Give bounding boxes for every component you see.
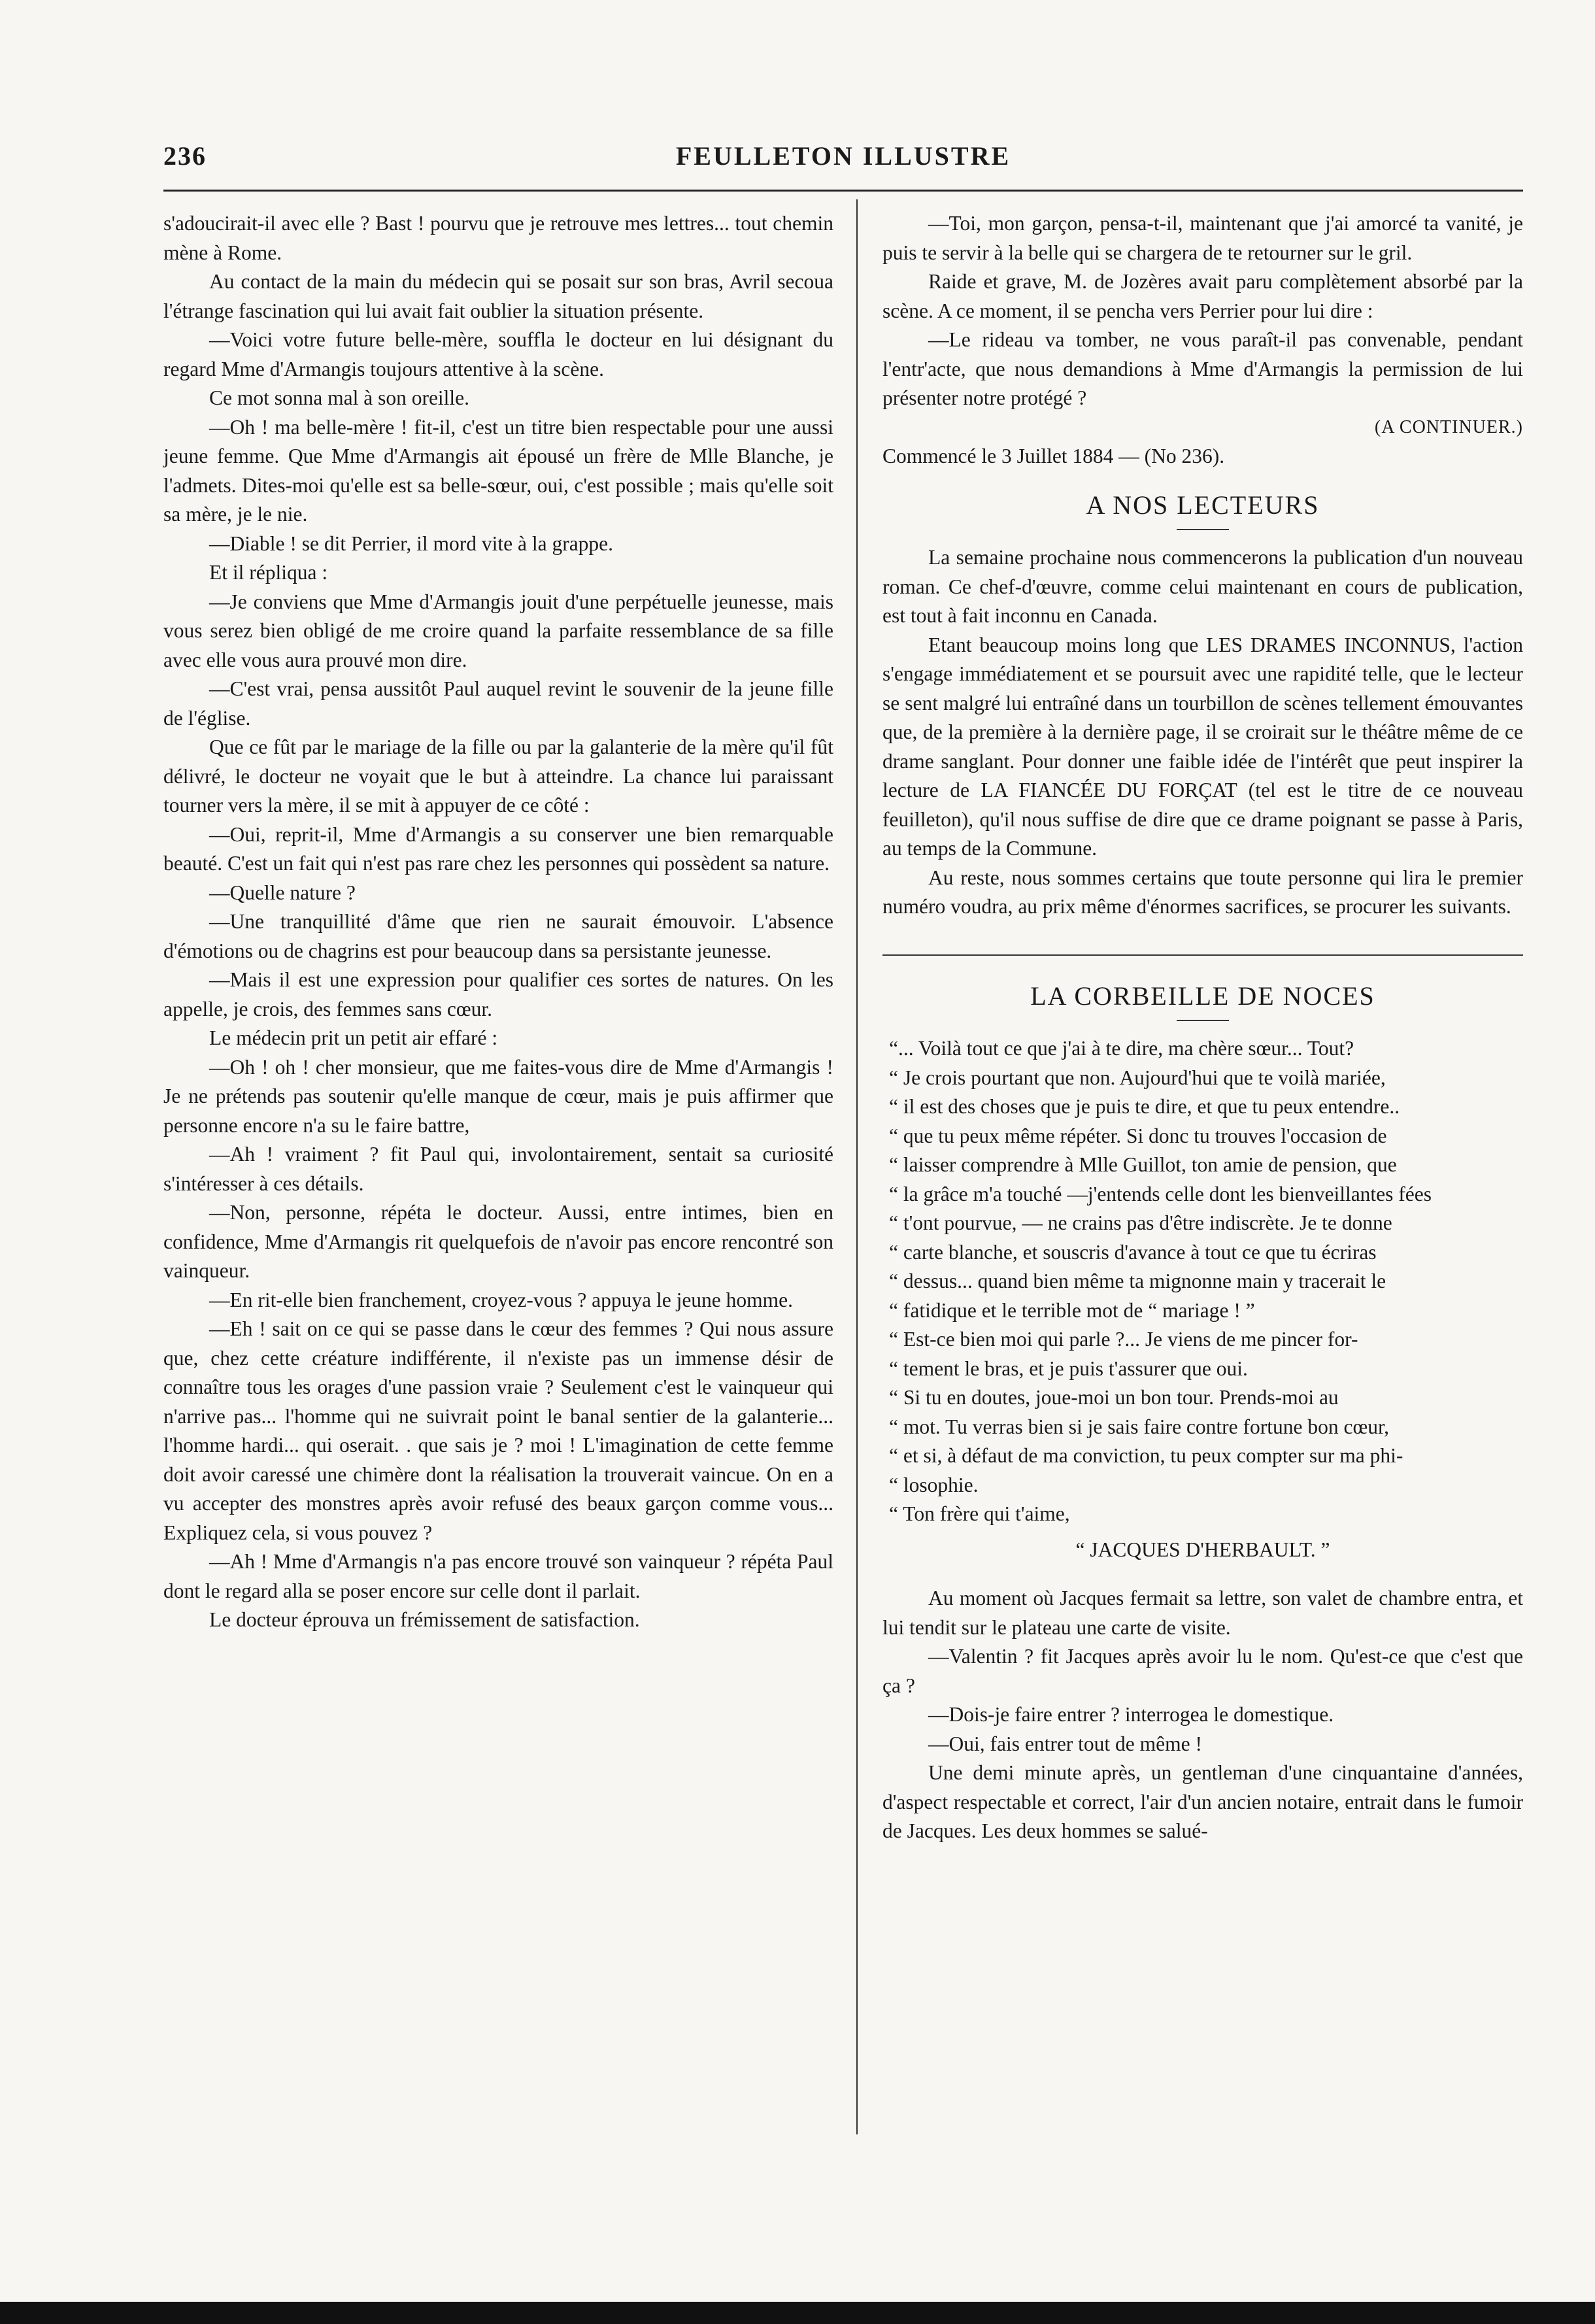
right-column [882,209,1523,1846]
paragraph: —Valentin ? fit Jacques après avoir lu le nom. Qu'est-ce que c'est que ça ? [882,1645,1523,1697]
letter-line: “ Est-ce bien moi qui parle ?... Je viens de me pincer for- [889,1328,1358,1351]
paragraph: —Oui, reprit-il, Mme d'Armangis a su conserver une bien remarquable beauté. C'est un fait qui n'est pas rare chez les personnes qui possèdent sa nature. [163,822,833,875]
paragraph: —C'est vrai, pensa aussitôt Paul auquel revint le souvenir de la jeune fille de l'église. [163,677,833,730]
letter-line: “... Voilà tout ce que j'ai à te dire, ma chère sœur... Tout? [889,1037,1354,1060]
letter-line: “ il est des choses que je puis te dire, et que tu peux entendre.. [889,1095,1400,1118]
paragraph: —Oh ! ma belle-mère ! fit-il, c'est un titre bien respectable pour une aussi jeune femme. Que Mme d'Armangis ait épousé un frère de Mlle Blanche, je l'admets. Dites-moi qu'elle est sa belle-sœur, oui, c'est possible ; mais qu'elle soit sa mère, je le nie. [163,415,833,526]
letter-line: “ carte blanche, et souscris d'avance à tout ce que tu écriras [889,1240,1377,1264]
left-column [163,209,833,1635]
paragraph: —Quelle nature ? [209,881,356,904]
page-header [163,141,1523,180]
paragraph: —Non, personne, répéta le docteur. Aussi, entre intimes, bien en confidence, Mme d'Armangis rit quelquefois de n'avoir pas encore rencontré son vainqueur. [163,1201,833,1282]
paragraph: Etant beaucoup moins long que LES DRAMES INCONNUS, l'action s'engage immédiatement et se poursuit avec une rapidité telle, que le lecteur se sent malgré lui entraîné dans un tourbillon de scènes tellement émouvantes que, de la première à la dernière page, il se croirait sur le théâtre même de ce drame sanglant. Pour donner une faible idée de l'intérêt que peut inspirer la lecture de LA FIANCÉE DU FORÇAT (tel est le titre de ce nouveau feuilleton), qu'il nous suffise de dire que ce drame poignant se passe à Paris, au temps de la Commune. [882,633,1523,860]
letter-line: “ et si, à défaut de ma conviction, tu peux compter sur ma phi- [889,1444,1403,1467]
paragraph: —Mais il est une expression pour qualifier ces sortes de natures. On les appelle, je crois, des femmes sans cœur. [163,968,833,1020]
page-number: 236 [163,141,207,171]
paragraph: —Oui, fais entrer tout de même ! [928,1732,1202,1755]
section-rule [882,954,1523,956]
paragraph: —Diable ! se dit Perrier, il mord vite à la grappe. [209,531,614,555]
paragraph: Au contact de la main du médecin qui se posait sur son bras, Avril secoua l'étrange fascination qui lui avait fait oublier la situation présente. [163,270,833,322]
letter-line: “ Ton frère qui t'aime, [889,1502,1070,1525]
letter-line: “ que tu peux même répéter. Si donc tu trouves l'occasion de [889,1124,1387,1147]
paragraph: —Toi, mon garçon, pensa-t-il, maintenant que j'ai amorcé ta vanité, je puis te servir à la belle qui se chargera de te retourner sur le gril. [882,212,1523,264]
letter-line: “ la grâce m'a touché —j'entends celle dont les bienveillantes fées [889,1182,1432,1205]
paragraph: s'adoucirait-il avec elle ? Bast ! pourvu que je retrouve mes lettres... tout chemin mène à Rome. [163,212,833,264]
letter-line: “ Je crois pourtant que non. Aujourd'hui que te voilà mariée, [889,1066,1386,1089]
paragraph: Au reste, nous sommes certains que toute personne qui lira le premier numéro voudra, au prix même d'énormes sacrifices, se procurer les suivants. [882,866,1523,918]
letter-line: “ Si tu en doutes, joue-moi un bon tour. Prends-moi au [889,1386,1339,1409]
paragraph: Au moment où Jacques fermait sa lettre, son valet de chambre entra, et lui tendit sur le plateau une carte de visite. [882,1587,1523,1639]
letter-line: “ losophie. [889,1473,979,1496]
letter-line: “ tement le bras, et je puis t'assurer que oui. [889,1356,1248,1380]
paragraph: —En rit-elle bien franchement, croyez-vous ? appuya le jeune homme. [209,1288,794,1311]
paragraph: —Ah ! vraiment ? fit Paul qui, involontairement, sentait sa curiosité s'intéresser à ces détails. [163,1143,833,1195]
bottom-edge-bar [0,2302,1595,2324]
title-rule [1177,529,1229,530]
paragraph: Le médecin prit un petit air effaré : [209,1026,498,1049]
paragraph: —Le rideau va tomber, ne vous paraît-il pas convenable, pendant l'entr'acte, que nous demandions à Mme d'Armangis la permission de lui présenter notre protégé ? [882,328,1523,409]
letter-line: “ laisser comprendre à Mlle Guillot, ton amie de pension, que [889,1153,1397,1176]
paragraph: —Ah ! Mme d'Armangis n'a pas encore trouvé son vainqueur ? répéta Paul dont le regard alla se poser encore sur celle dont il parlait. [163,1550,833,1602]
header-rule [163,190,1523,192]
paragraph: La semaine prochaine nous commencerons la publication d'un nouveau roman. Ce chef-d'œuvre, comme celui maintenant en cours de publication, est tout à fait inconnu en Canada. [882,546,1523,627]
paragraph: Le docteur éprouva un frémissement de satisfaction. [209,1608,640,1631]
letter [882,1034,1523,1529]
column-divider [856,199,858,2134]
paragraph: Raide et grave, M. de Jozères avait paru complètement absorbé par la scène. A ce moment, il se pencha vers Perrier pour lui dire : [882,270,1523,322]
to-be-continued: (A CONTINUER.) [1374,416,1523,437]
letter-line: “ mot. Tu verras bien si je sais faire contre fortune bon cœur, [889,1415,1390,1438]
paragraph: Une demi minute après, un gentleman d'une cinquantaine d'années, d'aspect respectable et correct, l'air d'un ancien notaire, entrait dans le fumoir de Jacques. Les deux hommes se salué- [882,1761,1523,1842]
paragraph: —Une tranquillité d'âme que rien ne saurait émouvoir. L'absence d'émotions ou de chagrins est pour beaucoup dans sa persistante jeunesse. [163,910,833,962]
lecteurs-title: A NOS LECTEURS [1086,490,1320,520]
paragraph: —Eh ! sait on ce qui se passe dans le cœur des femmes ? Qui nous assure que, chez cette créature indifférente, il n'existe pas un immense désir de connaître tous les orages d'une passion vraie ? Seulement c'est le vainqueur qui n'arrive pas... l'homme qui ne suivrait point le banal sentier de la galanterie... l'homme hardi... qui oserait. . que sais je ? moi ! L'imagination de cette femme doit avoir caressé une chimère dont la réalisation la trouverait vaincue. On en a vu accepter des monstres après avoir refusé des beaux garçon comme vous... Expliquez cela, si vous pouvez ? [163,1317,833,1544]
paragraph: Et il répliqua : [209,561,328,584]
paragraph: —Je conviens que Mme d'Armangis jouit d'une perpétuelle jeunesse, mais vous serez bien obligé de me croire quand la parfaite ressemblance de sa fille avec elle vous aura prouvé mon dire. [163,590,833,671]
journal-title: FEULLETON ILLUSTRE [675,141,1011,171]
corbeille-title: LA CORBEILLE DE NOCES [1030,981,1375,1011]
letter-signature: “ JACQUES D'HERBAULT. ” [1075,1538,1330,1561]
paragraph: Ce mot sonna mal à son oreille. [209,386,470,409]
paragraph: —Oh ! oh ! cher monsieur, que me faites-vous dire de Mme d'Armangis ! Je ne prétends pas soutenir qu'elle manque de cœur, mais je puis affirmer que personne encore n'a su le faire battre, [163,1055,833,1137]
title-rule [1177,1020,1229,1021]
letter-line: “ fatidique et le terrible mot de “ mariage ! ” [889,1298,1255,1322]
paragraph: —Dois-je faire entrer ? interrogea le domestique. [928,1703,1334,1726]
paragraph: —Voici votre future belle-mère, souffla le docteur en lui désignant du regard Mme d'Armangis toujours attentive à la scène. [163,328,833,380]
paragraph: Que ce fût par le mariage de la fille ou par la galanterie de la mère qu'il fût délivré, le docteur ne voyait que le but à atteindre. La chance lui paraissant tourner vers la mère, il se mit à appuyer de ce côté : [163,735,833,817]
letter-line: “ t'ont pourvue, — ne crains pas d'être indiscrète. Je te donne [889,1211,1392,1234]
commence-line: Commencé le 3 Juillet 1884 — (No 236). [882,445,1225,467]
letter-line: “ dessus... quand bien même ta mignonne main y tracerait le [889,1270,1386,1292]
